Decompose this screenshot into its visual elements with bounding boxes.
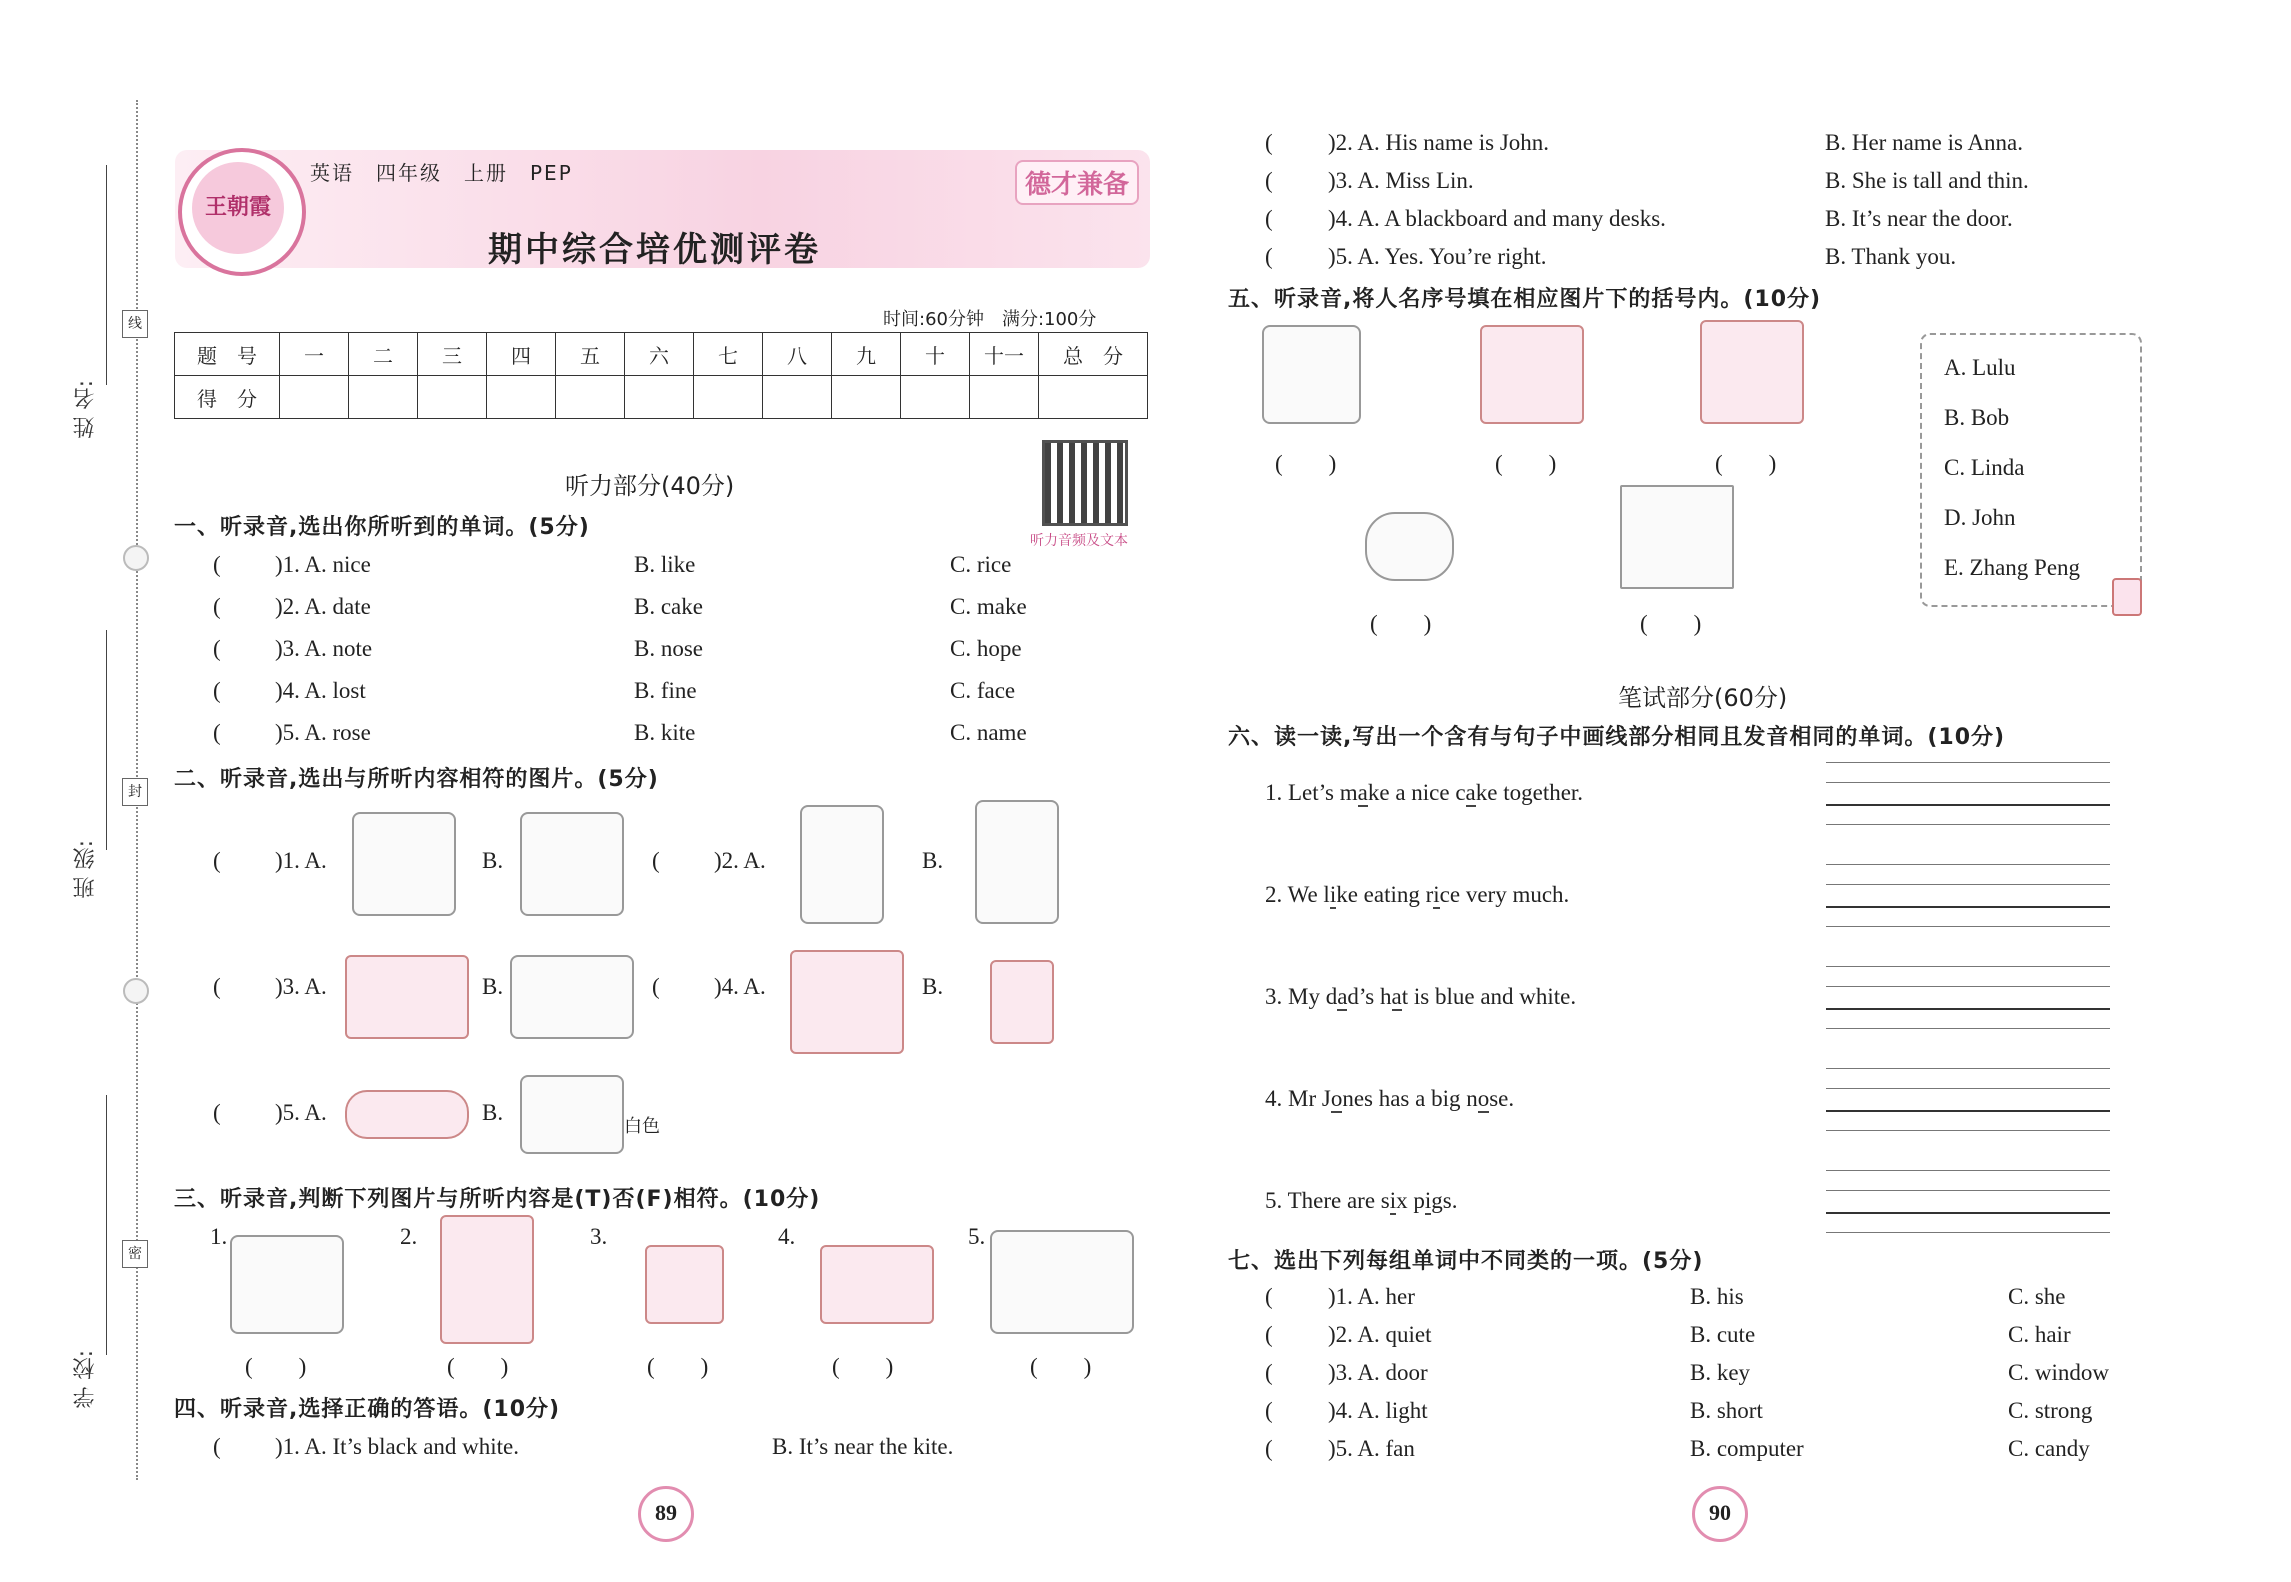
time-info: 时间:60分钟 满分:100分 (883, 309, 1097, 330)
q7-item-a: )1. A. her (1328, 1284, 1415, 1309)
binding-tag-seal: 封 (122, 778, 148, 806)
backpack-image (510, 955, 634, 1039)
q7-item-a: )4. A. light (1328, 1398, 1428, 1423)
answer-bracket[interactable]: ( (1265, 244, 1273, 269)
answer-bracket[interactable]: ( (1265, 206, 1273, 231)
q1-item-a: )5. A. rose (275, 720, 371, 745)
score-header-cell: 总 分 (1039, 333, 1148, 376)
q4-title: 四、听录音,选择正确的答语。(10分) (174, 1397, 561, 1422)
score-cell[interactable] (280, 376, 349, 419)
window-image (1620, 485, 1734, 589)
publisher-logo: 王朝霞 (178, 148, 306, 276)
q6-sentence: 5. There are six pigs. (1265, 1188, 1458, 1213)
landscape-picture-image (1700, 320, 1804, 424)
q7-item-a: )3. A. door (1328, 1360, 1428, 1385)
school-label: 学 校: (73, 1350, 98, 1409)
q3-title: 三、听录音,判断下列图片与所听内容是(T)否(F)相符。(10分) (174, 1187, 821, 1212)
q1-item-c: C. rice (950, 552, 1012, 577)
written-heading: 笔试部分(60分) (1618, 684, 1788, 712)
q7-item-c: C. hair (2008, 1322, 2071, 1347)
q1-item-a: )2. A. date (275, 594, 371, 619)
q1-item-b: B. kite (634, 720, 696, 745)
score-header-cell: 十 (901, 333, 970, 376)
score-cell[interactable] (556, 376, 625, 419)
q7-item-b: B. short (1690, 1398, 1763, 1423)
score-cell[interactable] (901, 376, 970, 419)
school-field[interactable] (106, 1095, 107, 1355)
q4-item-a: )1. A. It’s black and white. (275, 1434, 520, 1459)
classroom-image (990, 1230, 1134, 1334)
score-cell[interactable] (1039, 376, 1148, 419)
picture-frame-image (990, 960, 1054, 1044)
girl-at-desk-image (520, 812, 624, 916)
q1-item-b: B. cake (634, 594, 703, 619)
score-input-row (175, 376, 1148, 419)
answer-bracket[interactable]: ( ) (647, 1354, 709, 1379)
q7-item-c: C. she (2008, 1284, 2066, 1309)
score-header-cell: 六 (625, 333, 694, 376)
score-cell[interactable] (970, 376, 1039, 419)
q1-item-a: )4. A. lost (275, 678, 366, 703)
q4-item-b: B. It’s near the kite. (772, 1434, 954, 1459)
answer-bracket[interactable]: ( ) (1275, 451, 1337, 476)
q2-label: )4. A. (714, 974, 766, 999)
q2-label: B. (482, 974, 504, 999)
q6-sentence: 4. Mr Jones has a big nose. (1265, 1086, 1515, 1111)
score-cell[interactable] (349, 376, 418, 419)
glasses-image (345, 1090, 469, 1139)
page-title: 期中综合培优测评卷 (488, 230, 821, 270)
q4-item-a: )2. A. His name is John. (1328, 130, 1550, 155)
score-header-cell: 八 (763, 333, 832, 376)
q2-label: )5. A. (275, 1100, 327, 1125)
q3-number: 2. (400, 1224, 418, 1249)
q4-item-b: B. It’s near the door. (1825, 206, 2013, 231)
score-header-cell: 九 (832, 333, 901, 376)
binding-hole (123, 545, 149, 571)
answer-bracket[interactable]: ( ) (1640, 611, 1702, 636)
glasses-image (1365, 512, 1454, 581)
score-cell[interactable] (625, 376, 694, 419)
q3-number: 3. (590, 1224, 608, 1249)
score-header-cell: 七 (694, 333, 763, 376)
q6-sentence: 2. We like eating rice very much. (1265, 882, 1570, 907)
qr-code-icon[interactable] (1042, 440, 1128, 526)
q4-item-a: )3. A. Miss Lin. (1328, 168, 1474, 193)
binding-tag-close: 密 (122, 1240, 148, 1268)
answer-bracket[interactable]: ( (1265, 130, 1273, 155)
score-header-cell: 题 号 (175, 333, 280, 376)
answer-bracket[interactable]: ( (1265, 1398, 1273, 1423)
bag-image (345, 955, 469, 1039)
answer-bracket[interactable]: ( ) (1715, 451, 1777, 476)
answer-bracket[interactable]: ( ) (1495, 451, 1557, 476)
q7-item-a: )2. A. quiet (1328, 1322, 1432, 1347)
name-option: D. John (1944, 505, 2016, 530)
q1-item-c: C. make (950, 594, 1027, 619)
score-cell[interactable] (763, 376, 832, 419)
q7-item-c: C. candy (2008, 1436, 2090, 1461)
name-options-box (1920, 333, 2142, 607)
score-header-cell: 二 (349, 333, 418, 376)
q6-sentence: 3. My dad’s hat is blue and white. (1265, 984, 1577, 1009)
curtain-window-image (790, 950, 904, 1054)
rubiks-cube-image (645, 1245, 724, 1324)
score-row-label: 得 分 (175, 376, 280, 419)
q4-item-b: B. Her name is Anna. (1825, 130, 2024, 155)
answer-bracket[interactable]: ( (1265, 1360, 1273, 1385)
q4-item-b: B. Thank you. (1825, 244, 1957, 269)
answer-bracket[interactable]: ( (213, 1100, 221, 1125)
q5-title: 五、听录音,将人名序号填在相应图片下的括号内。(10分) (1228, 287, 1822, 312)
answer-bracket[interactable]: ( (213, 594, 221, 619)
score-header-cell: 一 (280, 333, 349, 376)
score-cell[interactable] (487, 376, 556, 419)
answer-bracket[interactable]: ( (213, 552, 221, 577)
listening-heading: 听力部分(40分) (565, 472, 735, 500)
q7-item-a: )5. A. fan (1328, 1436, 1415, 1461)
answer-bracket[interactable]: ( (213, 678, 221, 703)
q1-item-c: C. name (950, 720, 1027, 745)
q7-item-b: B. cute (1690, 1322, 1756, 1347)
q3-number: 1. (210, 1224, 228, 1249)
answer-bracket[interactable]: ( ) (1370, 611, 1432, 636)
shoes-image (520, 1075, 624, 1154)
q6-sentence: 1. Let’s make a nice cake together. (1265, 780, 1584, 805)
q3-number: 5. (968, 1224, 986, 1249)
qr-caption: 听力音频及文本 (1030, 533, 1128, 549)
score-header-cell: 三 (418, 333, 487, 376)
answer-bracket[interactable]: ( (1265, 1322, 1273, 1347)
score-header-row (175, 333, 1148, 376)
answer-bracket[interactable]: ( (1265, 1284, 1273, 1309)
q1-title: 一、听录音,选出你所听到的单词。(5分) (174, 515, 590, 540)
answer-bracket[interactable]: ( (213, 720, 221, 745)
answer-bracket[interactable]: ( ) (832, 1354, 894, 1379)
color-note: 白色 (624, 1116, 660, 1137)
father-child-image (440, 1215, 534, 1344)
q7-item-c: C. window (2008, 1360, 2109, 1385)
q3-number: 4. (778, 1224, 796, 1249)
score-cell[interactable] (694, 376, 763, 419)
name-option: A. Lulu (1944, 355, 2016, 380)
short-hair-girl-image (800, 805, 884, 924)
q2-label: B. (922, 974, 944, 999)
q1-item-a: )3. A. note (275, 636, 373, 661)
schoolbag-image (1262, 325, 1361, 424)
name-option: C. Linda (1944, 455, 2025, 480)
storybook-image (1480, 325, 1584, 424)
score-header-cell: 十一 (970, 333, 1039, 376)
q1-item-c: C. hope (950, 636, 1022, 661)
class-field[interactable] (106, 630, 107, 850)
q1-item-c: C. face (950, 678, 1016, 703)
computer-desk-image (230, 1235, 344, 1334)
q2-label: B. (482, 1100, 504, 1125)
answer-bracket[interactable]: ( ) (1030, 1354, 1092, 1379)
answer-bracket[interactable]: ( (213, 1434, 221, 1459)
q1-item-a: )1. A. nice (275, 552, 371, 577)
q2-title: 二、听录音,选出与所听内容相符的图片。(5分) (174, 767, 659, 792)
q7-item-b: B. his (1690, 1284, 1744, 1309)
answer-bracket[interactable]: ( (213, 974, 221, 999)
answer-bracket[interactable]: ( (652, 848, 660, 873)
class-label: 班 级: (73, 840, 98, 899)
q1-item-b: B. fine (634, 678, 697, 703)
flower-pot-icon (2112, 578, 2142, 616)
q4-item-a: )5. A. Yes. You’re right. (1328, 244, 1547, 269)
answer-bracket[interactable]: ( (213, 636, 221, 661)
page-number-right: 90 (1692, 1486, 1748, 1542)
score-cell[interactable] (832, 376, 901, 419)
answer-bracket[interactable]: ( ) (245, 1354, 307, 1379)
subject-line: 英语 四年级 上册 PEP (310, 161, 573, 185)
q2-label: )2. A. (714, 848, 766, 873)
page-number-left: 89 (638, 1486, 694, 1542)
q7-item-b: B. key (1690, 1360, 1751, 1385)
q7-item-b: B. computer (1690, 1436, 1804, 1461)
girl-at-window-image (352, 812, 456, 916)
q4-item-b: B. She is tall and thin. (1825, 168, 2029, 193)
name-option: E. Zhang Peng (1944, 555, 2081, 580)
name-option: B. Bob (1944, 405, 2010, 430)
score-cell[interactable] (418, 376, 487, 419)
q1-item-b: B. nose (634, 636, 703, 661)
q2-label: B. (482, 848, 504, 873)
answer-bracket[interactable]: ( ) (447, 1354, 509, 1379)
q7-item-c: C. strong (2008, 1398, 2093, 1423)
answer-bracket[interactable]: ( (1265, 168, 1273, 193)
q7-title: 七、选出下列每组单词中不同类的一项。(5分) (1228, 1249, 1704, 1274)
answer-bracket[interactable]: ( (652, 974, 660, 999)
answer-bracket[interactable]: ( (213, 848, 221, 873)
name-field[interactable] (106, 165, 107, 385)
long-hair-girl-image (975, 800, 1059, 924)
q2-label: B. (922, 848, 944, 873)
q6-title: 六、读一读,写出一个含有与句子中画线部分相同且发音相同的单词。(10分) (1228, 725, 2006, 750)
q2-label: )1. A. (275, 848, 327, 873)
q1-item-b: B. like (634, 552, 696, 577)
score-header-cell: 四 (487, 333, 556, 376)
badge: 德才兼备 (1015, 160, 1139, 205)
q4-item-a: )4. A. A blackboard and many desks. (1328, 206, 1666, 231)
score-header-cell: 五 (556, 333, 625, 376)
name-label: 姓 名: (73, 380, 98, 439)
binding-tag-line: 线 (122, 310, 148, 338)
score-table (174, 332, 1148, 419)
q2-label: )3. A. (275, 974, 327, 999)
answer-bracket[interactable]: ( (1265, 1436, 1273, 1461)
storybooks-image (820, 1245, 934, 1324)
binding-hole (123, 978, 149, 1004)
